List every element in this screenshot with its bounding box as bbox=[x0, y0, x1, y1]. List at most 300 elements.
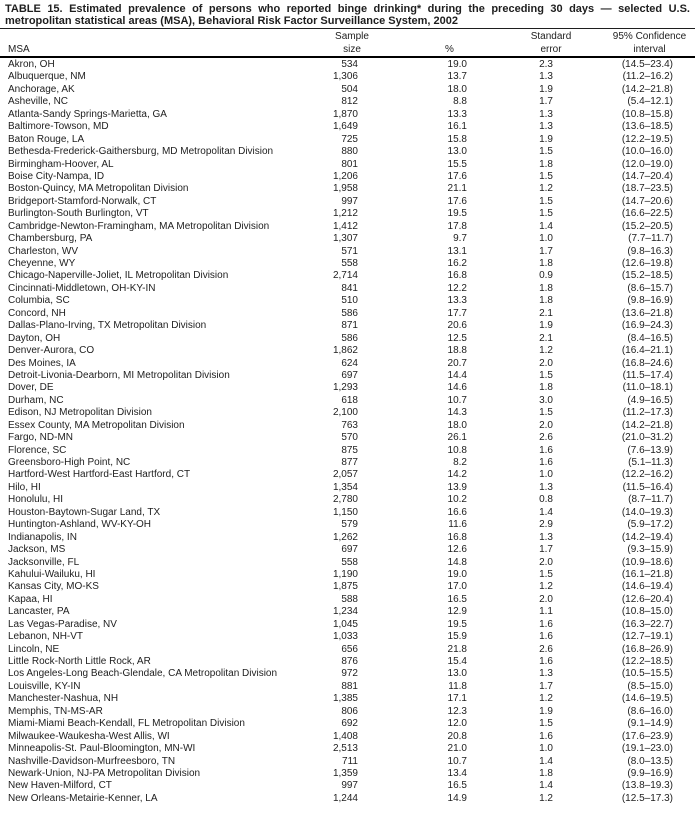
sample-size-cell: 1,306 bbox=[332, 71, 358, 83]
confidence-interval-cell: (10.8–15.8) bbox=[621, 108, 673, 120]
confidence-interval-cell: (16.9–24.3) bbox=[621, 320, 673, 332]
table-row bbox=[8, 270, 688, 282]
percent-cell: 8.2 bbox=[453, 457, 467, 468]
percent-cell: 14.2 bbox=[447, 469, 467, 481]
msa-cell: Memphis, TN-MS-AR bbox=[8, 705, 103, 717]
standard-error-cell: 1.2 bbox=[539, 183, 553, 195]
msa-cell: Durham, NC bbox=[8, 394, 64, 406]
sample-size-cell: 2,100 bbox=[332, 407, 358, 419]
table-row bbox=[8, 208, 688, 220]
sample-size-cell: 1,408 bbox=[332, 730, 358, 742]
percent-cell: 11.8 bbox=[448, 680, 467, 692]
table-row bbox=[8, 780, 688, 792]
msa-cell: Baltimore-Towson, MD bbox=[8, 121, 109, 133]
msa-cell: Lebanon, NH-VT bbox=[8, 631, 84, 643]
sample-size-cell: 1,354 bbox=[332, 481, 358, 493]
confidence-interval-cell: (14.6–19.5) bbox=[621, 693, 673, 705]
msa-cell: Baton Rouge, LA bbox=[8, 133, 85, 145]
standard-error-cell: 1.7 bbox=[539, 544, 553, 556]
confidence-interval-cell: (7.6–13.9) bbox=[627, 444, 673, 456]
percent-cell: 15.4 bbox=[447, 656, 467, 667]
percent-cell: 10.7 bbox=[447, 755, 467, 767]
percent-cell: 14.3 bbox=[447, 407, 467, 419]
percent-cell: 16.8 bbox=[447, 531, 467, 543]
confidence-interval-cell: (14.6–19.4) bbox=[621, 581, 673, 593]
standard-error-cell: 1.6 bbox=[539, 618, 553, 630]
sample-size-cell: 1,862 bbox=[332, 345, 358, 357]
table-header bbox=[0, 29, 695, 56]
percent-cell: 13.9 bbox=[447, 481, 467, 493]
msa-cell: Chicago-Naperville-Joliet, IL Metropolitan Division bbox=[8, 270, 229, 282]
table-row bbox=[8, 731, 688, 743]
msa-cell: Milwaukee-Waukesha-West Allis, WI bbox=[8, 730, 170, 742]
sample-size-cell: 801 bbox=[341, 158, 358, 170]
table-title-line2: metropolitan statistical areas (MSA), Behavioral Risk Factor Surveillance System, 2002 bbox=[5, 14, 459, 27]
table-row bbox=[8, 420, 688, 432]
percent-cell: 14.8 bbox=[447, 556, 467, 568]
confidence-interval-cell: (8.6–16.0) bbox=[627, 705, 673, 717]
msa-cell: Fargo, ND-MN bbox=[8, 432, 74, 444]
standard-error-cell: 2.0 bbox=[539, 357, 553, 369]
confidence-interval-cell: (8.0–13.5) bbox=[627, 755, 673, 767]
sample-size-cell: 2,057 bbox=[332, 469, 358, 481]
table-row bbox=[8, 84, 688, 96]
msa-cell: New Haven-Milford, CT bbox=[8, 780, 112, 792]
confidence-interval-cell: (12.6–19.8) bbox=[621, 258, 673, 269]
msa-cell: Little Rock-North Little Rock, AR bbox=[8, 656, 151, 667]
standard-error-cell: 1.3 bbox=[539, 108, 553, 120]
confidence-interval-cell: (14.2–19.4) bbox=[621, 531, 673, 543]
percent-cell: 17.0 bbox=[447, 581, 467, 593]
standard-error-cell: 1.3 bbox=[539, 481, 553, 493]
confidence-interval-cell: (9.9–16.9) bbox=[627, 767, 673, 779]
sample-size-cell: 2,780 bbox=[332, 494, 358, 506]
sample-size-cell: 881 bbox=[341, 680, 358, 692]
confidence-interval-cell: (14.7–20.6) bbox=[621, 195, 673, 207]
table-row bbox=[8, 706, 688, 718]
table-row bbox=[8, 308, 688, 320]
percent-cell: 18.8 bbox=[447, 345, 467, 357]
sample-size-cell: 697 bbox=[341, 369, 358, 381]
percent-cell: 8.8 bbox=[453, 96, 467, 108]
percent-cell: 14.6 bbox=[447, 382, 467, 394]
confidence-interval-cell: (5.1–11.3) bbox=[628, 457, 673, 468]
standard-error-cell: 1.4 bbox=[539, 780, 553, 792]
percent-cell: 13.1 bbox=[447, 245, 467, 257]
table-row bbox=[8, 121, 688, 133]
msa-cell: Cheyenne, WY bbox=[8, 258, 76, 269]
msa-cell: Lancaster, PA bbox=[8, 606, 70, 618]
percent-cell: 16.2 bbox=[447, 258, 467, 269]
msa-cell: Detroit-Livonia-Dearborn, MI Metropolitan Division bbox=[8, 369, 230, 381]
msa-cell: Burlington-South Burlington, VT bbox=[8, 208, 149, 220]
table-row bbox=[8, 445, 688, 457]
msa-cell: Columbia, SC bbox=[8, 295, 70, 307]
standard-error-cell: 1.5 bbox=[539, 568, 553, 580]
sample-size-cell: 997 bbox=[341, 195, 358, 207]
percent-cell: 11.6 bbox=[448, 519, 467, 531]
confidence-interval-cell: (5.4–12.1) bbox=[627, 96, 673, 108]
sample-size-cell: 1,385 bbox=[332, 693, 358, 705]
standard-error-cell: 1.4 bbox=[539, 220, 553, 232]
confidence-interval-cell: (4.9–16.5) bbox=[627, 394, 673, 406]
sample-size-cell: 806 bbox=[341, 705, 358, 717]
sample-size-cell: 534 bbox=[341, 59, 358, 70]
percent-cell: 19.5 bbox=[447, 618, 467, 630]
confidence-interval-cell: (15.2–18.5) bbox=[621, 270, 673, 282]
msa-cell: Dallas-Plano-Irving, TX Metropolitan Division bbox=[8, 320, 207, 332]
confidence-interval-cell: (11.5–17.4) bbox=[622, 369, 673, 381]
percent-cell: 15.9 bbox=[447, 631, 467, 643]
sample-size-cell: 1,359 bbox=[332, 767, 358, 779]
confidence-interval-cell: (12.6–20.4) bbox=[621, 593, 673, 605]
column-header-sample: Sample bbox=[335, 31, 369, 42]
msa-cell: Des Moines, IA bbox=[8, 357, 76, 369]
percent-cell: 9.7 bbox=[453, 233, 467, 245]
confidence-interval-cell: (8.5–15.0) bbox=[627, 680, 673, 692]
table-row bbox=[8, 59, 688, 71]
sample-size-cell: 880 bbox=[341, 146, 358, 158]
sample-size-cell: 1,190 bbox=[332, 568, 358, 580]
msa-cell: Essex County, MA Metropolitan Division bbox=[8, 419, 185, 431]
confidence-interval-cell: (5.9–17.2) bbox=[627, 519, 673, 531]
table-row bbox=[8, 183, 688, 195]
confidence-interval-cell: (16.8–24.6) bbox=[621, 357, 673, 369]
standard-error-cell: 2.1 bbox=[539, 307, 553, 319]
percent-cell: 12.5 bbox=[447, 332, 467, 344]
confidence-interval-cell: (12.7–19.1) bbox=[621, 631, 673, 643]
page-title bbox=[0, 0, 695, 27]
standard-error-cell: 1.9 bbox=[539, 320, 553, 332]
percent-cell: 14.9 bbox=[447, 792, 467, 804]
confidence-interval-cell: (16.3–22.7) bbox=[621, 618, 673, 630]
percent-cell: 16.5 bbox=[447, 593, 467, 605]
table-row bbox=[8, 693, 688, 705]
standard-error-cell: 1.9 bbox=[539, 705, 553, 717]
percent-cell: 21.1 bbox=[447, 183, 467, 195]
confidence-interval-cell: (19.1–23.0) bbox=[621, 743, 673, 755]
table-row bbox=[8, 743, 688, 755]
standard-error-cell: 1.8 bbox=[539, 382, 553, 394]
percent-cell: 13.7 bbox=[447, 71, 467, 83]
sample-size-cell: 997 bbox=[341, 780, 358, 792]
standard-error-cell: 2.6 bbox=[539, 643, 553, 655]
msa-cell: Honolulu, HI bbox=[8, 494, 64, 506]
confidence-interval-cell: (16.4–21.1) bbox=[621, 345, 673, 357]
percent-cell: 10.8 bbox=[447, 444, 467, 456]
msa-cell: Houston-Baytown-Sugar Land, TX bbox=[8, 506, 161, 518]
sample-size-cell: 1,307 bbox=[332, 233, 358, 245]
sample-size-cell: 588 bbox=[341, 593, 358, 605]
table-row bbox=[8, 134, 688, 146]
standard-error-cell: 1.8 bbox=[539, 295, 553, 307]
confidence-interval-cell: (11.2–16.2) bbox=[622, 71, 673, 83]
confidence-interval-cell: (9.3–15.9) bbox=[627, 544, 673, 556]
msa-cell: Denver-Aurora, CO bbox=[8, 345, 95, 357]
standard-error-cell: 1.6 bbox=[539, 631, 553, 643]
standard-error-cell: 3.0 bbox=[539, 394, 553, 406]
percent-cell: 20.6 bbox=[447, 320, 467, 332]
percent-cell: 17.6 bbox=[447, 170, 467, 182]
standard-error-cell: 2.6 bbox=[539, 432, 553, 444]
confidence-interval-cell: (14.7–20.4) bbox=[621, 170, 673, 182]
table-row bbox=[8, 494, 688, 506]
sample-size-cell: 1,206 bbox=[332, 170, 358, 182]
percent-cell: 19.0 bbox=[447, 568, 467, 580]
sample-size-cell: 972 bbox=[341, 668, 358, 680]
standard-error-cell: 1.6 bbox=[539, 730, 553, 742]
table-row bbox=[8, 482, 688, 494]
table-row bbox=[8, 519, 688, 531]
msa-cell: Miami-Miami Beach-Kendall, FL Metropolitan Division bbox=[8, 718, 245, 730]
standard-error-cell: 1.3 bbox=[539, 668, 553, 680]
percent-cell: 17.1 bbox=[447, 693, 467, 705]
msa-cell: Kansas City, MO-KS bbox=[8, 581, 99, 593]
sample-size-cell: 841 bbox=[341, 282, 358, 294]
msa-cell: Indianapolis, IN bbox=[8, 531, 77, 543]
standard-error-cell: 1.5 bbox=[539, 170, 553, 182]
table-row bbox=[8, 109, 688, 121]
percent-cell: 12.6 bbox=[447, 544, 467, 556]
table-row bbox=[8, 569, 688, 581]
table-row bbox=[8, 668, 688, 680]
table-row bbox=[8, 233, 688, 245]
sample-size-cell: 1,870 bbox=[332, 108, 358, 120]
msa-cell: Nashville-Davidson-Murfreesboro, TN bbox=[8, 755, 176, 767]
standard-error-cell: 1.6 bbox=[539, 457, 553, 468]
table-row bbox=[8, 146, 688, 158]
msa-cell: Boise City-Nampa, ID bbox=[8, 170, 105, 182]
confidence-interval-cell: (11.0–18.1) bbox=[622, 382, 673, 394]
confidence-interval-cell: (13.8–19.3) bbox=[621, 780, 673, 792]
sample-size-cell: 1,033 bbox=[332, 631, 358, 643]
confidence-interval-cell: (7.7–11.7) bbox=[628, 233, 673, 245]
percent-cell: 21.0 bbox=[447, 743, 467, 755]
confidence-interval-cell: (14.2–21.8) bbox=[621, 419, 673, 431]
table-row bbox=[8, 258, 688, 270]
table-row bbox=[8, 246, 688, 258]
standard-error-cell: 1.4 bbox=[539, 755, 553, 767]
standard-error-cell: 1.7 bbox=[539, 680, 553, 692]
percent-cell: 10.2 bbox=[447, 494, 467, 506]
msa-cell: Kahului-Wailuku, HI bbox=[8, 568, 96, 580]
sample-size-cell: 697 bbox=[341, 544, 358, 556]
standard-error-cell: 1.6 bbox=[539, 656, 553, 667]
standard-error-cell: 1.0 bbox=[539, 743, 553, 755]
sample-size-cell: 1,244 bbox=[332, 792, 358, 804]
table-row bbox=[8, 619, 688, 631]
confidence-interval-cell: (12.0–19.0) bbox=[621, 158, 673, 170]
table-row bbox=[8, 407, 688, 419]
percent-cell: 20.7 bbox=[447, 357, 467, 369]
percent-cell: 16.6 bbox=[447, 506, 467, 518]
percent-cell: 17.7 bbox=[447, 307, 467, 319]
msa-cell: Hilo, HI bbox=[8, 481, 41, 493]
confidence-interval-cell: (8.4–16.5) bbox=[627, 332, 673, 344]
standard-error-cell: 1.5 bbox=[539, 146, 553, 158]
standard-error-cell: 1.1 bbox=[539, 606, 553, 618]
standard-error-cell: 1.9 bbox=[539, 133, 553, 145]
confidence-interval-cell: (9.8–16.9) bbox=[627, 295, 673, 307]
sample-size-cell: 586 bbox=[341, 307, 358, 319]
msa-cell: Las Vegas-Paradise, NV bbox=[8, 618, 117, 630]
sample-size-cell: 579 bbox=[341, 519, 358, 531]
standard-error-cell: 1.6 bbox=[539, 444, 553, 456]
table-row bbox=[8, 557, 688, 569]
msa-cell: Dayton, OH bbox=[8, 332, 61, 344]
table-title-line1: TABLE 15. Estimated prevalence of persons who reported binge drinking* during the preceding 30 days — selected U.S. bbox=[5, 3, 690, 15]
column-header-confidence: 95% Confidence bbox=[612, 31, 687, 42]
confidence-interval-cell: (14.5–23.4) bbox=[621, 59, 673, 70]
sample-size-cell: 1,045 bbox=[332, 618, 358, 630]
sample-size-cell: 570 bbox=[341, 432, 358, 444]
percent-cell: 10.7 bbox=[447, 394, 467, 406]
percent-cell: 15.8 bbox=[447, 133, 467, 145]
confidence-interval-cell: (8.6–15.7) bbox=[627, 282, 673, 294]
sample-size-cell: 1,875 bbox=[332, 581, 358, 593]
standard-error-cell: 2.0 bbox=[539, 556, 553, 568]
standard-error-cell: 1.8 bbox=[539, 258, 553, 269]
msa-cell: Jacksonville, FL bbox=[8, 556, 80, 568]
confidence-interval-cell: (10.0–16.0) bbox=[621, 146, 673, 158]
sample-size-cell: 876 bbox=[341, 656, 358, 667]
standard-error-cell: 1.8 bbox=[539, 767, 553, 779]
msa-cell: Cambridge-Newton-Framingham, MA Metropolitan Division bbox=[8, 220, 270, 232]
percent-cell: 15.5 bbox=[447, 158, 467, 170]
msa-cell: Lincoln, NE bbox=[8, 643, 60, 655]
standard-error-cell: 2.0 bbox=[539, 593, 553, 605]
msa-cell: Huntington-Ashland, WV-KY-OH bbox=[8, 519, 152, 531]
sample-size-cell: 558 bbox=[341, 258, 358, 269]
table-row bbox=[8, 544, 688, 556]
sample-size-cell: 1,958 bbox=[332, 183, 358, 195]
confidence-interval-cell: (17.6–23.9) bbox=[621, 730, 673, 742]
percent-cell: 16.8 bbox=[447, 270, 467, 282]
confidence-interval-cell: (9.1–14.9) bbox=[627, 718, 673, 730]
msa-cell: Birmingham-Hoover, AL bbox=[8, 158, 114, 170]
confidence-interval-cell: (10.8–15.0) bbox=[621, 606, 673, 618]
sample-size-cell: 725 bbox=[341, 133, 358, 145]
sample-size-cell: 586 bbox=[341, 332, 358, 344]
sample-size-cell: 692 bbox=[341, 718, 358, 730]
table-row bbox=[8, 370, 688, 382]
msa-cell: Dover, DE bbox=[8, 382, 54, 394]
standard-error-cell: 1.3 bbox=[539, 71, 553, 83]
standard-error-cell: 1.9 bbox=[539, 83, 553, 95]
msa-cell: Bridgeport-Stamford-Norwalk, CT bbox=[8, 195, 157, 207]
sample-size-cell: 1,150 bbox=[332, 506, 358, 518]
sample-size-cell: 763 bbox=[341, 419, 358, 431]
percent-cell: 19.0 bbox=[447, 59, 467, 70]
msa-cell: Chambersburg, PA bbox=[8, 233, 93, 245]
table-row bbox=[8, 532, 688, 544]
percent-cell: 17.8 bbox=[447, 220, 467, 232]
confidence-interval-cell: (12.2–16.2) bbox=[621, 469, 673, 481]
table-row bbox=[8, 295, 688, 307]
sample-size-cell: 812 bbox=[341, 96, 358, 108]
percent-cell: 21.8 bbox=[447, 643, 467, 655]
table-row bbox=[8, 345, 688, 357]
percent-cell: 12.0 bbox=[447, 718, 467, 730]
sample-size-cell: 1,234 bbox=[332, 606, 358, 618]
percent-cell: 12.3 bbox=[447, 705, 467, 717]
table-row bbox=[8, 469, 688, 481]
confidence-interval-cell: (16.1–21.8) bbox=[621, 568, 673, 580]
confidence-interval-cell: (13.6–21.8) bbox=[621, 307, 673, 319]
percent-cell: 14.4 bbox=[447, 369, 467, 381]
msa-cell: Florence, SC bbox=[8, 444, 67, 456]
sample-size-cell: 871 bbox=[341, 320, 358, 332]
standard-error-cell: 1.8 bbox=[539, 282, 553, 294]
table-header-row-2 bbox=[8, 43, 688, 56]
msa-cell: Jackson, MS bbox=[8, 544, 66, 556]
sample-size-cell: 571 bbox=[341, 245, 358, 257]
percent-cell: 13.3 bbox=[447, 108, 467, 120]
sample-size-cell: 1,262 bbox=[332, 531, 358, 543]
msa-cell: Kapaa, HI bbox=[8, 593, 53, 605]
standard-error-cell: 1.7 bbox=[539, 245, 553, 257]
standard-error-cell: 1.8 bbox=[539, 158, 553, 170]
percent-cell: 18.0 bbox=[447, 83, 467, 95]
sample-size-cell: 1,412 bbox=[332, 220, 358, 232]
msa-cell: Akron, OH bbox=[8, 59, 55, 70]
table-row bbox=[8, 581, 688, 593]
percent-cell: 17.6 bbox=[447, 195, 467, 207]
table-row bbox=[8, 718, 688, 730]
confidence-interval-cell: (9.8–16.3) bbox=[627, 245, 673, 257]
standard-error-cell: 1.3 bbox=[539, 531, 553, 543]
percent-cell: 19.5 bbox=[447, 208, 467, 220]
standard-error-cell: 1.2 bbox=[539, 693, 553, 705]
table-row bbox=[8, 283, 688, 295]
confidence-interval-cell: (12.2–19.5) bbox=[621, 133, 673, 145]
standard-error-cell: 0.9 bbox=[539, 270, 553, 282]
column-header-error: error bbox=[540, 44, 562, 55]
table-row bbox=[8, 768, 688, 780]
msa-cell: Charleston, WV bbox=[8, 245, 79, 257]
confidence-interval-cell: (13.6–18.5) bbox=[621, 121, 673, 133]
confidence-interval-cell: (16.8–26.9) bbox=[621, 643, 673, 655]
table-row bbox=[8, 196, 688, 208]
column-header-percent: % bbox=[445, 44, 454, 55]
confidence-interval-cell: (11.2–17.3) bbox=[622, 407, 673, 419]
sample-size-cell: 510 bbox=[341, 295, 358, 307]
standard-error-cell: 2.3 bbox=[539, 59, 553, 70]
sample-size-cell: 1,212 bbox=[332, 208, 358, 220]
standard-error-cell: 0.8 bbox=[539, 494, 553, 506]
confidence-interval-cell: (15.2–20.5) bbox=[621, 220, 673, 232]
table-row bbox=[8, 159, 688, 171]
table-row bbox=[8, 681, 688, 693]
table-row bbox=[8, 606, 688, 618]
msa-cell: Albuquerque, NM bbox=[8, 71, 86, 83]
table-row bbox=[8, 644, 688, 656]
table-row bbox=[8, 96, 688, 108]
msa-cell: Manchester-Nashua, NH bbox=[8, 693, 119, 705]
table-row bbox=[8, 793, 688, 805]
confidence-interval-cell: (8.7–11.7) bbox=[628, 494, 673, 506]
confidence-interval-cell: (21.0–31.2) bbox=[621, 432, 673, 444]
standard-error-cell: 1.2 bbox=[539, 792, 553, 804]
table-row bbox=[8, 432, 688, 444]
standard-error-cell: 1.5 bbox=[539, 208, 553, 220]
sample-size-cell: 1,293 bbox=[332, 382, 358, 394]
msa-cell: Los Angeles-Long Beach-Glendale, CA Metropolitan Division bbox=[8, 668, 278, 680]
confidence-interval-cell: (10.5–15.5) bbox=[621, 668, 673, 680]
confidence-interval-cell: (11.5–16.4) bbox=[622, 481, 673, 493]
sample-size-cell: 2,714 bbox=[332, 270, 358, 282]
table-row bbox=[8, 656, 688, 668]
